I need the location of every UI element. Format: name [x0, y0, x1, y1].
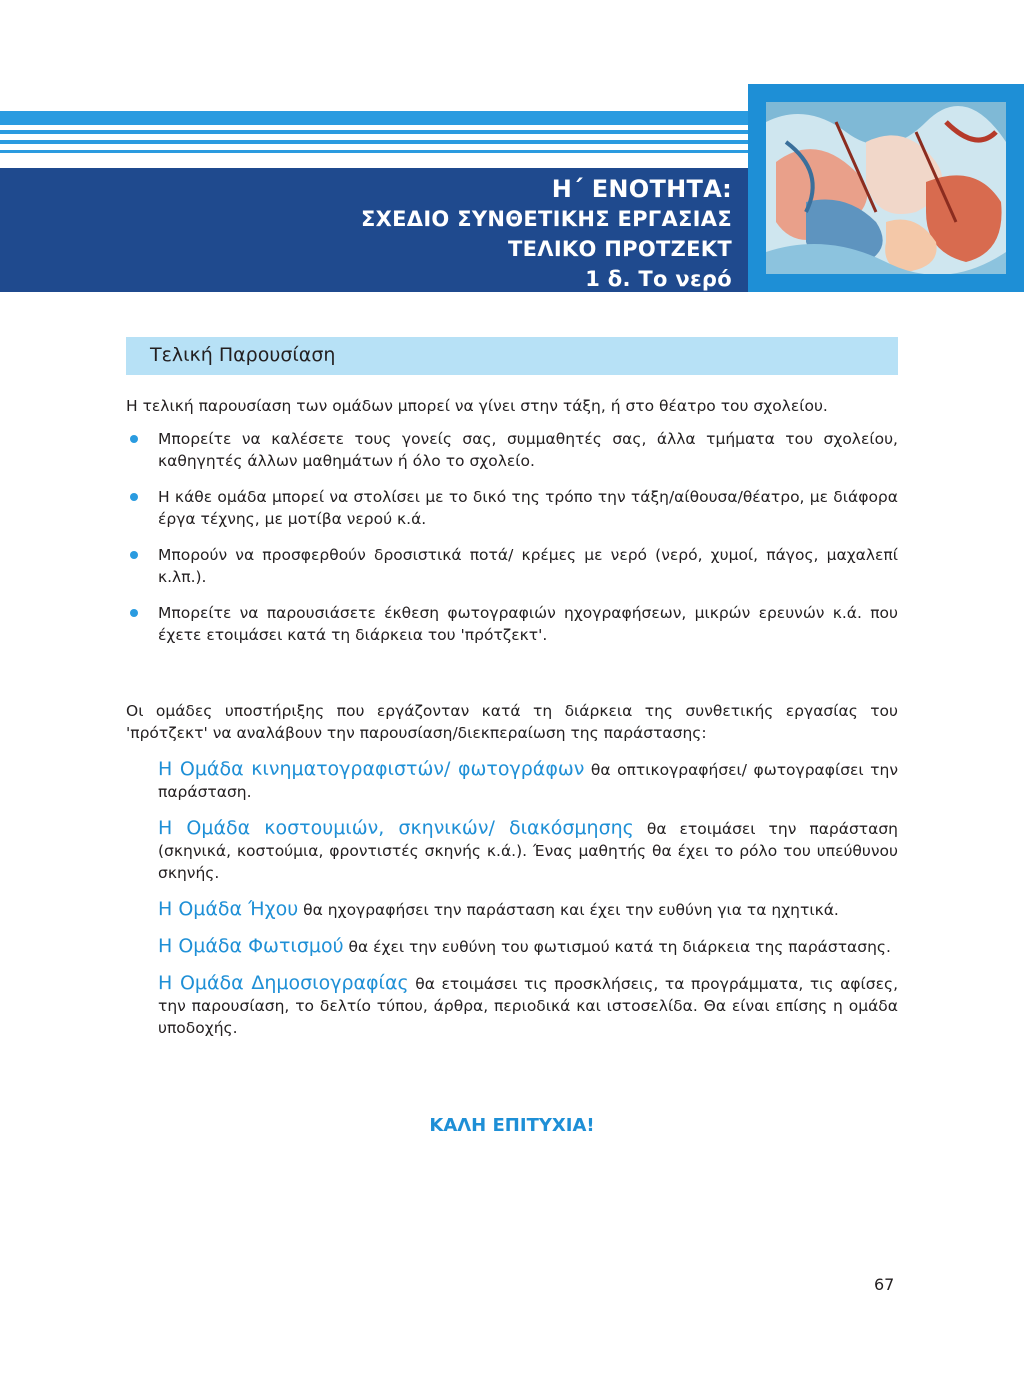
header-stripe: [0, 140, 748, 144]
painting-frame: [748, 84, 1024, 292]
closing-message: ΚΑΛΗ ΕΠΙΤΥΧΙΑ!: [429, 1115, 595, 1136]
chapter-project: ΤΕΛΙΚΟ ΠΡΟΤΖΕΚΤ: [508, 237, 732, 261]
list-item-text: Μπορείτε να καλέσετε τους γονείς σας, συμμαθητές σας, άλλα τμήματα του σχολείου, καθηγητές άλλων μαθημάτων ή όλο το σχολείο.: [158, 430, 898, 470]
list-item: [126, 428, 898, 472]
support-teams-intro: Οι ομάδες υποστήριξης που εργάζονταν κατά τη διάρκεια της συνθετικής εργασίας του 'πρότζεκτ' να αναλάβουν την παρουσίαση/διεκπεραίωση της παράστασης:: [126, 702, 898, 742]
intro-paragraph: Η τελική παρουσίαση των ομάδων μπορεί να γίνει στην τάξη, ή στο θέατρο του σχολείου.: [126, 397, 828, 415]
team-description: θα ετοιμάσει τις προσκλήσεις, τα προγράμματα, τις αφίσες, την παρουσίαση, το δελτίο τύπου, άρθρα, περιοδικά και ιστοσελίδα. Θα είναι επίσης η ομάδα υποδοχής.: [158, 975, 898, 1037]
painting-image: [766, 102, 1006, 274]
bullet-list: [126, 428, 898, 660]
bullet-icon: [130, 551, 138, 559]
team-description: θα ετοιμάσει την παράσταση (σκηνικά, κοστούμια, φροντιστές σκηνής κ.ά.). Ένας μαθητής θα έχει το ρόλο του υπεύθυνου σκηνής.: [158, 820, 899, 882]
team-item: [158, 972, 898, 1039]
bullet-icon: [130, 609, 138, 617]
chapter-header: [0, 168, 748, 292]
page-number: 67: [874, 1275, 895, 1294]
header-stripe: [0, 150, 748, 153]
list-item: [126, 544, 898, 588]
team-name: Η Ομάδα κοστουμιών, σκηνικών/ διακόσμησης: [158, 817, 634, 839]
team-item: [158, 935, 898, 958]
list-item: [126, 486, 898, 530]
team-description: θα ηχογραφήσει την παράσταση και έχει την ευθύνη για τα ηχητικά.: [298, 901, 839, 919]
list-item-text: Μπορείτε να παρουσιάσετε έκθεση φωτογραφιών ηχογραφήσεων, μικρών ερευνών κ.ά. που έχετε ετοιμάσει κατά τη διάρκεια του 'πρότζεκτ'.: [158, 604, 898, 644]
team-name: Η Ομάδα Φωτισμού: [158, 935, 344, 957]
team-description: θα οπτικογραφήσει/ φωτογραφίσει την παράσταση.: [158, 761, 898, 801]
bullet-icon: [130, 435, 138, 443]
team-list: [158, 758, 898, 1053]
header-stripe: [0, 111, 748, 125]
chapter-title: [361, 174, 732, 294]
team-description: θα έχει την ευθύνη του φωτισμού κατά τη διάρκεια της παράστασης.: [343, 938, 891, 956]
chapter-plan: ΣΧΕΔΙΟ ΣΥΝΘΕΤΙΚΗΣ ΕΡΓΑΣΙΑΣ: [360, 207, 732, 231]
list-item-text: Μπορούν να προσφερθούν δροσιστικά ποτά/ κρέμες με νερό (νερό, χυμοί, πάγος, μαχαλεπί κ.λπ.).: [158, 546, 898, 586]
team-item: [158, 898, 898, 921]
team-name: Η Ομάδα Δημοσιογραφίας: [158, 972, 409, 994]
section-heading-bar: [126, 337, 898, 375]
list-item-text: Η κάθε ομάδα μπορεί να στολίσει με το δικό της τρόπο την τάξη/αίθουσα/θέατρο, με διάφορα έργα τέχνης, με μοτίβα νερού κ.ά.: [158, 488, 898, 528]
section-title: Τελική Παρουσίαση: [150, 344, 336, 366]
team-name: Η Ομάδα Ήχου: [158, 898, 299, 920]
header-stripe: [0, 130, 748, 134]
team-item: [158, 817, 898, 884]
bullet-icon: [130, 493, 138, 501]
chapter-unit: Η΄ ΕΝΟΤΗΤΑ:: [551, 175, 732, 203]
list-item: [126, 602, 898, 646]
team-item: [158, 758, 898, 803]
chapter-topic: 1 δ. Το νερό: [585, 267, 732, 291]
team-name: Η Ομάδα κινηματογραφιστών/ φωτογράφων: [158, 758, 585, 780]
